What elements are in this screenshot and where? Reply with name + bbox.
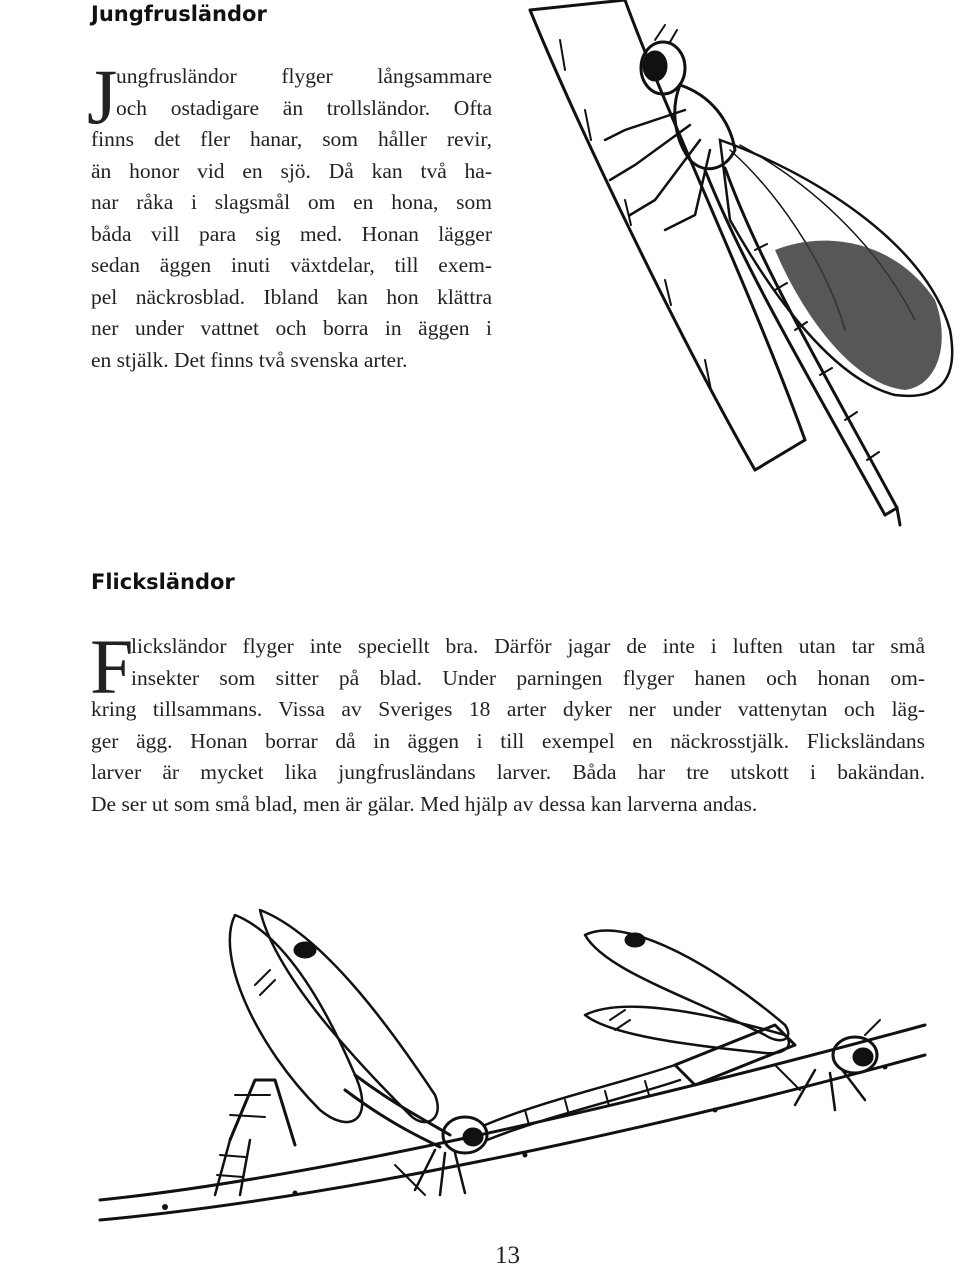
text-line: ungfrusländor flyger långsammare xyxy=(116,64,492,88)
text-line: licksländor flyger inte speciellt bra. Därför jagar de inte i luften utan tar små xyxy=(131,634,925,658)
text-line: nar råka i slagsmål om en hona, som xyxy=(91,190,492,214)
text-line: insekter som sitter på blad. Under parningen flyger hanen och honan om- xyxy=(131,665,925,690)
mating-damselflies-illustration xyxy=(95,895,930,1225)
drop-cap-f: F xyxy=(90,623,134,710)
text-line: finns det fler hanar, som håller revir, xyxy=(91,127,492,151)
damselfly-on-stem-illustration xyxy=(505,0,960,545)
text-line: ner under vattnet och borra in äggen i xyxy=(91,316,492,340)
text-line: De ser ut som små blad, men är gälar. Med hjälp av dessa kan larverna andas. xyxy=(91,791,758,816)
section-heading-jungfruslandor: Jungfrusländor xyxy=(91,2,267,26)
text-line: båda vill para sig med. Honan lägger xyxy=(91,221,492,246)
text-line: larver är mycket lika jungfrusländans larver. Båda har tre utskott i bakändan. xyxy=(91,760,925,784)
text-line: än honor vid en sjö. Då kan två ha- xyxy=(91,158,492,183)
text-line: och ostadigare än trollsländor. Ofta xyxy=(116,95,492,120)
paragraph-jungfruslandor xyxy=(91,61,492,376)
text-line: en stjälk. Det finns två svenska arter. xyxy=(91,347,408,372)
text-line: sedan äggen inuti växtdelar, till exem- xyxy=(91,253,492,277)
text-line: kring tillsammans. Vissa av Sveriges 18 arter dyker ner under vattenytan och läg- xyxy=(91,697,925,721)
drop-cap-j: J xyxy=(87,53,118,140)
text-line: pel näckrosblad. Ibland kan hon klättra xyxy=(91,284,492,309)
paragraph-flickslandor xyxy=(91,631,925,820)
text-line: ger ägg. Honan borrar då in äggen i till exempel en näckrosstjälk. Flicksländans xyxy=(91,728,925,753)
section-heading-flickslandor: Flicksländor xyxy=(91,570,235,594)
page-number: 13 xyxy=(495,1242,520,1269)
